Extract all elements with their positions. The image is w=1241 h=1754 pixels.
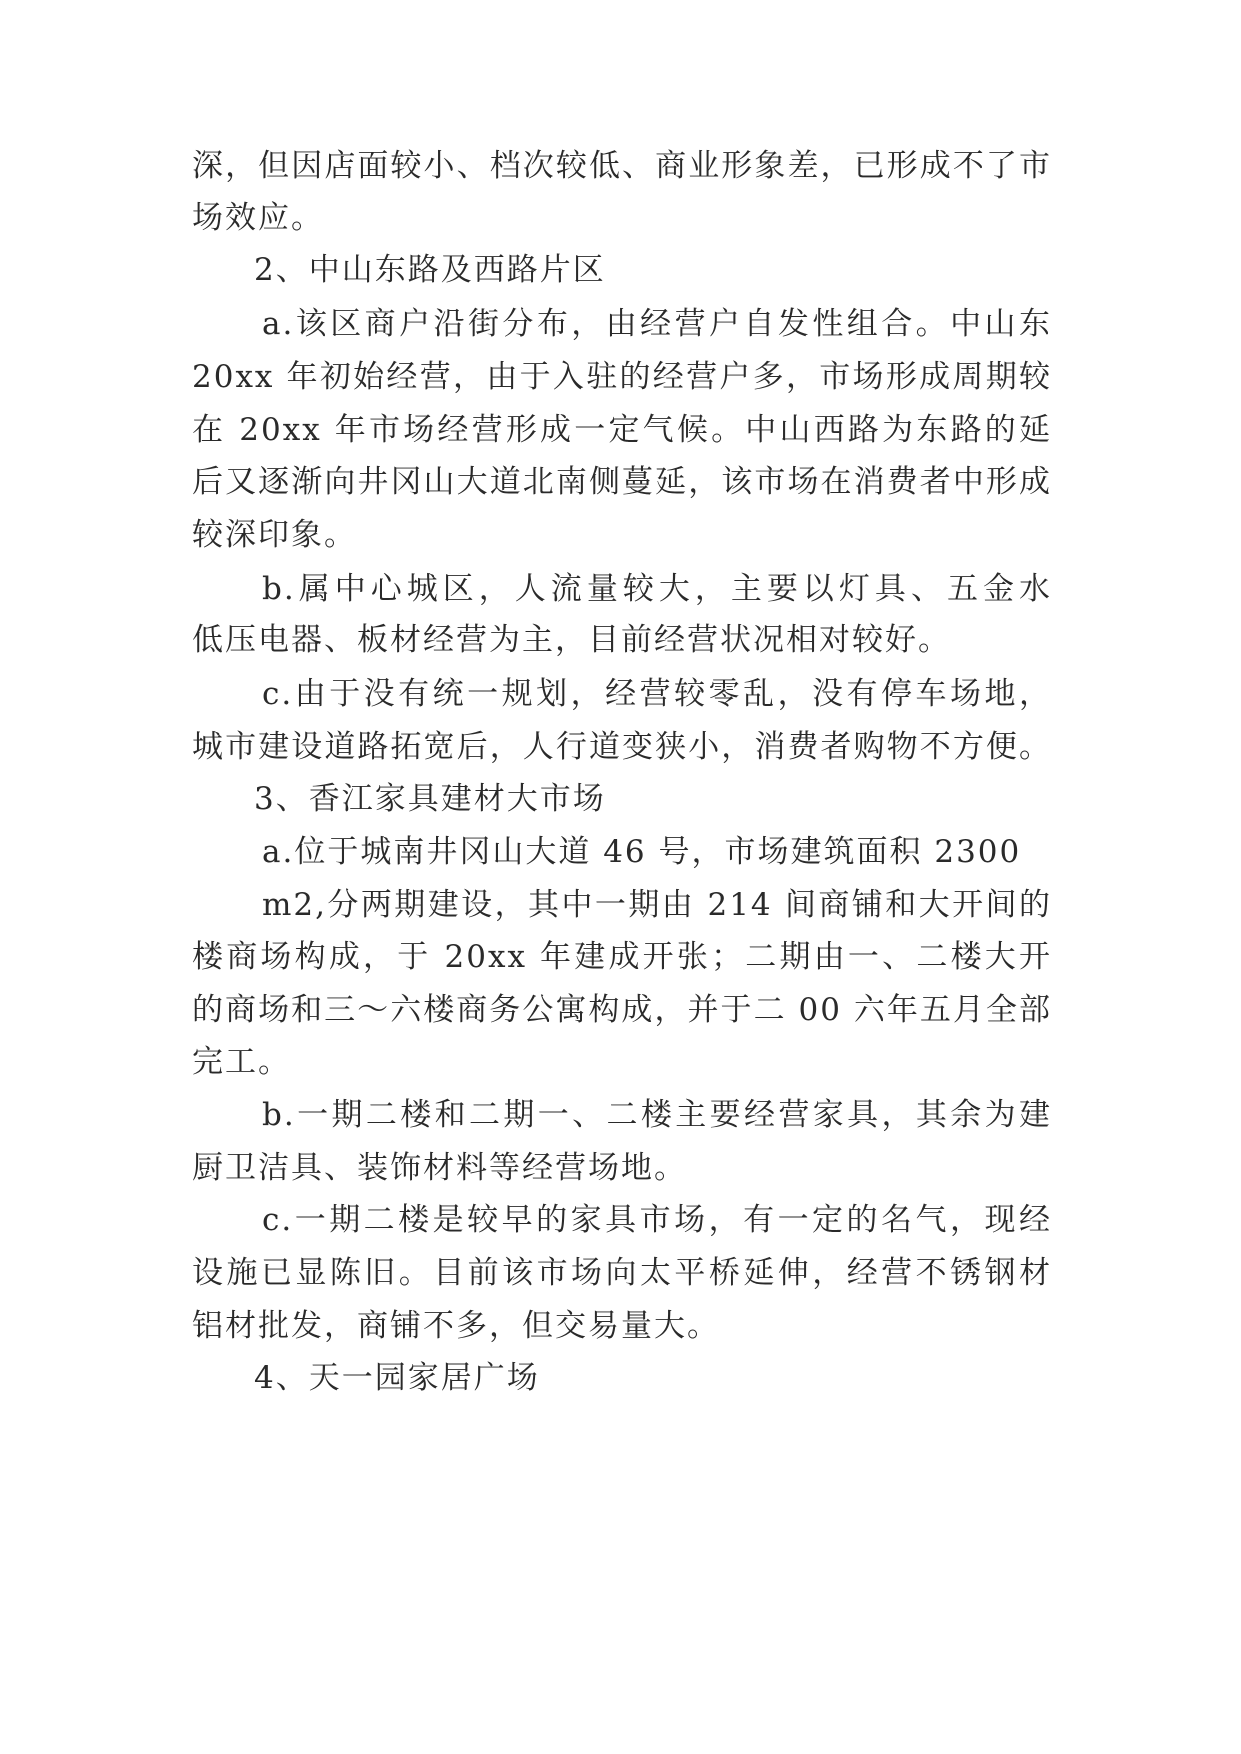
text-line: 城市建设道路拓宽后，人行道变狭小，消费者购物不方便。 [192,729,1052,765]
text-line: b.一期二楼和二期一、二楼主要经营家具，其余为建 [262,1097,1052,1133]
text-line: b.属中心城区，人流量较大，主要以灯具、五金水 [262,571,1052,607]
text-line: c.由于没有统一规划，经营较零乱，没有停车场地， [262,676,1052,712]
text-line: 场效应。 [192,200,324,236]
text-line: 的商场和三～六楼商务公寓构成，并于二 00 六年五月全部 [192,992,1052,1028]
text-line: 厨卫洁具、装饰材料等经营场地。 [192,1150,687,1186]
text-line: 后又逐渐向井冈山大道北南侧蔓延，该市场在消费者中形成 [192,464,1052,500]
text-line: a.该区商户沿街分布，由经营户自发性组合。中山东 [262,306,1052,342]
text-line: m2,分两期建设，其中一期由 214 间商铺和大开间的 [262,887,1052,923]
text-line: 20xx 年初始经营，由于入驻的经营户多，市场形成周期较 [192,359,1052,395]
text-line: 铝材批发，商铺不多，但交易量大。 [192,1308,720,1344]
text-line: 深，但因店面较小、档次较低、商业形象差，已形成不了市 [192,148,1052,184]
text-line: 设施已显陈旧。目前该市场向太平桥延伸，经营不锈钢材 [192,1255,1052,1291]
section-heading: 4、天一园家居广场 [254,1360,540,1396]
text-line: 在 20xx 年市场经营形成一定气候。中山西路为东路的延 [192,412,1052,448]
text-line: 完工。 [192,1044,291,1080]
text-line: c.一期二楼是较早的家具市场，有一定的名气，现经 [262,1202,1052,1238]
text-line: 低压电器、板材经营为主，目前经营状况相对较好。 [192,622,951,658]
text-line: 较深印象。 [192,517,357,553]
text-line: a.位于城南井冈山大道 46 号，市场建筑面积 2300 [262,834,1022,870]
section-heading: 3、香江家具建材大市场 [254,781,606,817]
text-line: 楼商场构成，于 20xx 年建成开张；二期由一、二楼大开 [192,939,1052,975]
section-heading: 2、中山东路及西路片区 [254,252,606,288]
